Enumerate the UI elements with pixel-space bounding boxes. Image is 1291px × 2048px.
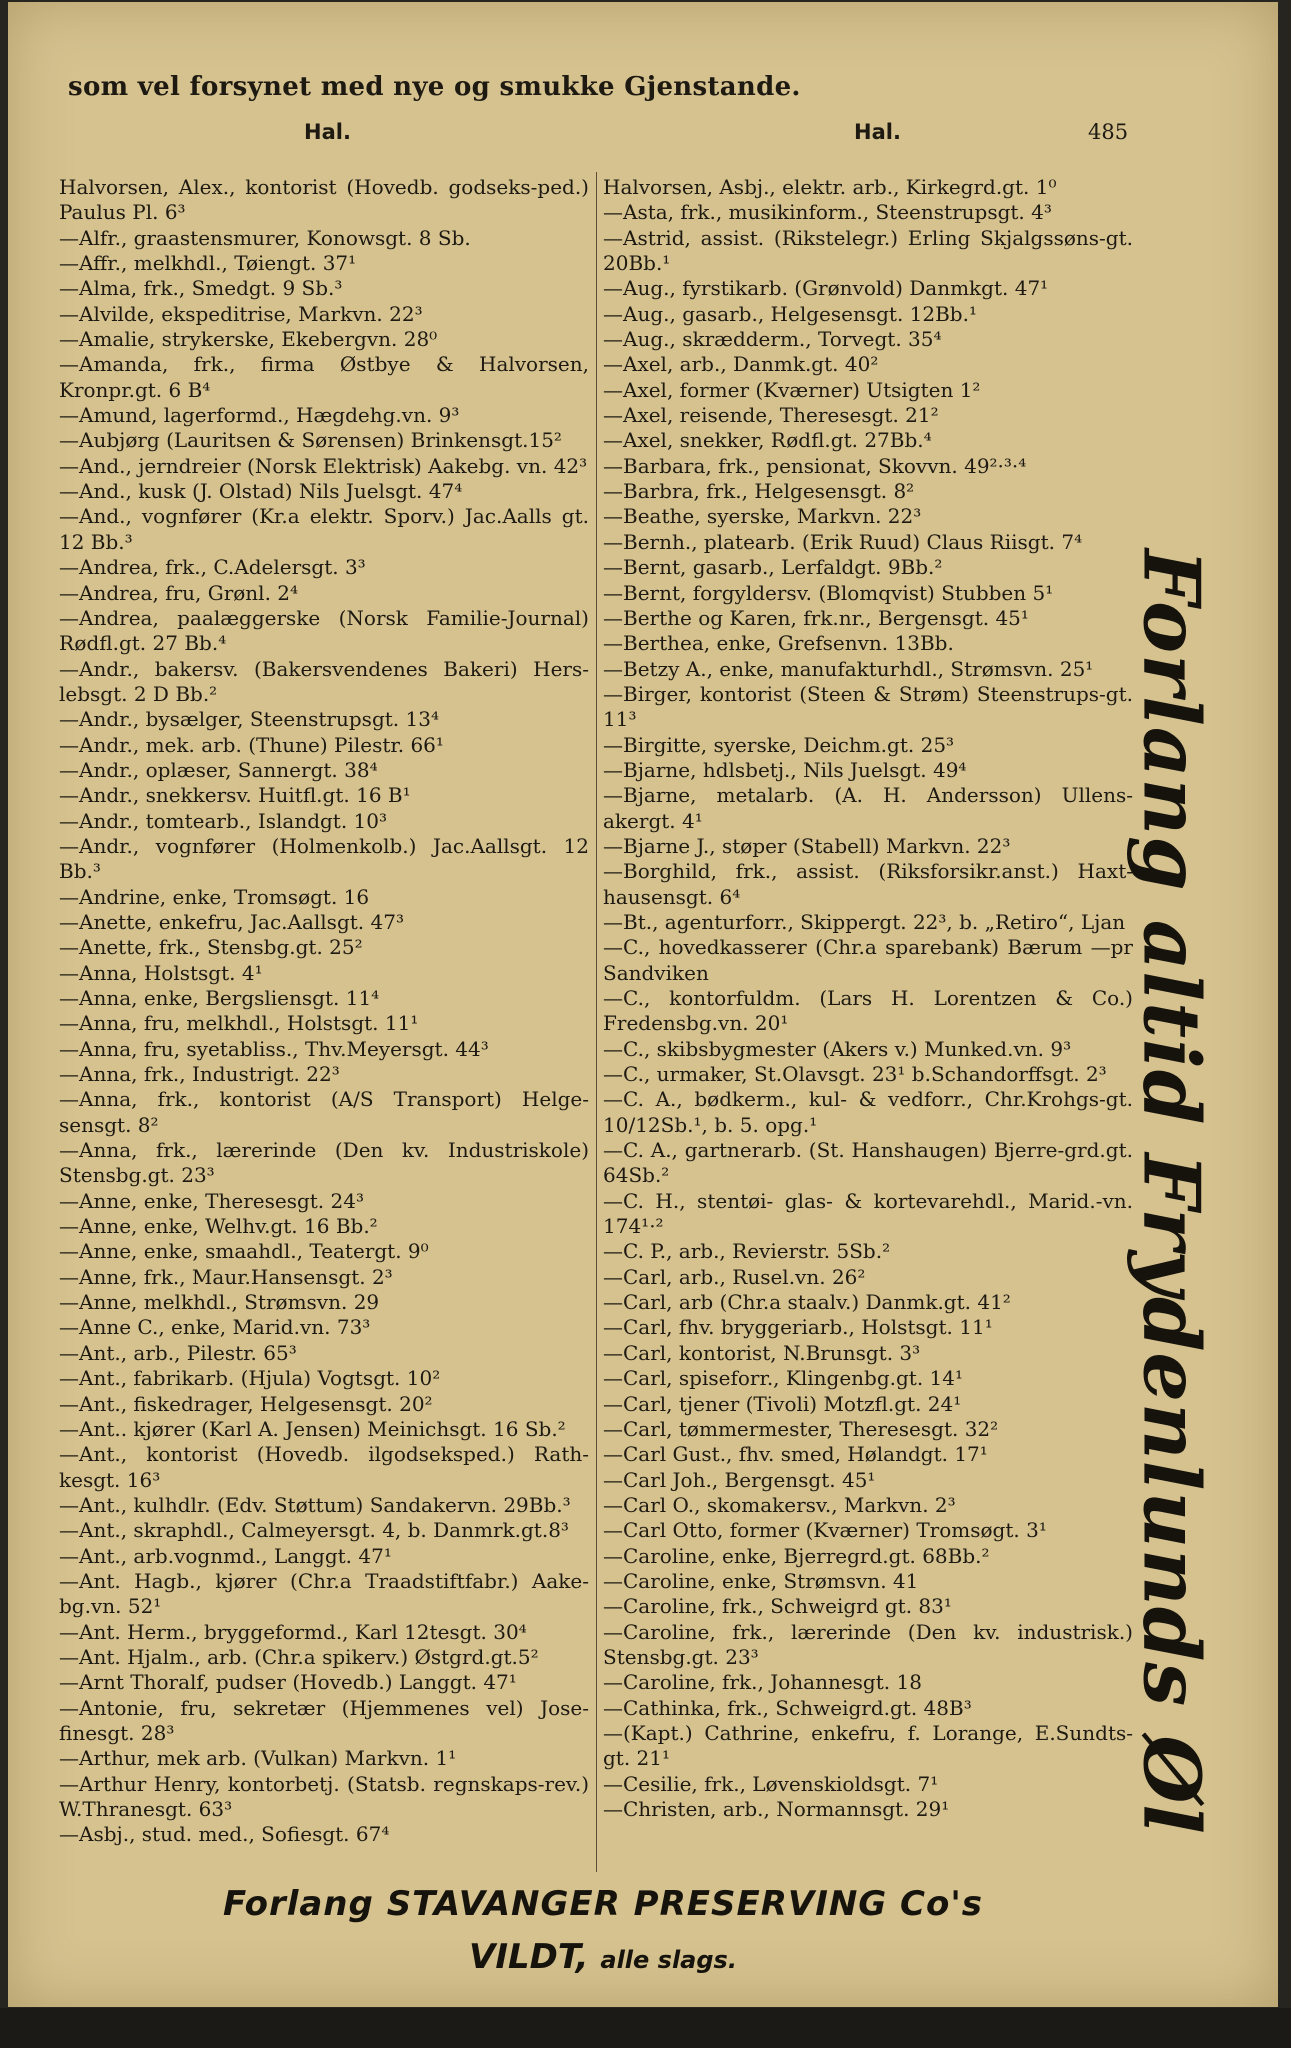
right-column-entries xyxy=(603,175,1133,1822)
directory-entry: —Anna, frk., Industrigt. 22³ xyxy=(59,1062,340,1087)
side-advertisement-text: Forlang altid Frydenlunds Øl xyxy=(1125,549,1217,1835)
directory-entry: —Ant.. kjører (Karl A. Jensen) Meinichsgt. 16 Sb.² xyxy=(59,1416,566,1441)
directory-entry: —Axel, reisende, Theresesgt. 21² xyxy=(603,403,939,428)
directory-entry: —Amanda, frk., firma Østbye & Halvorsen, Kronpr.gt. 6 B⁴ xyxy=(59,352,589,402)
side-advertisement xyxy=(1116,462,1226,1922)
directory-entry: —Carl, kontorist, N.Brunsgt. 3³ xyxy=(603,1340,921,1365)
directory-entry: —Andrea, paalæggerske (Norsk Familie-Journal) Rødfl.gt. 27 Bb.⁴ xyxy=(59,605,589,656)
directory-entry: —Carl Gust., fhv. smed, Hølandgt. 17¹ xyxy=(603,1442,988,1467)
directory-entry: —Antonie, fru, sekretær (Hjemmenes vel) Jose-finesgt. 28³ xyxy=(59,1695,589,1745)
directory-entry: —Andr., snekkersv. Huitfl.gt. 16 B¹ xyxy=(59,783,411,808)
directory-entry: —Carl O., skomakersv., Markvn. 2³ xyxy=(603,1492,956,1517)
directory-page xyxy=(8,2,1278,2007)
directory-entry: —Andrea, frk., C.Adelersgt. 3³ xyxy=(59,555,366,580)
directory-entry: —And., kusk (J. Olstad) Nils Juelsgt. 47⁴ xyxy=(59,479,463,504)
directory-entry: —Andr., tomtearb., Islandgt. 10³ xyxy=(59,808,388,833)
directory-entry: —C. A., gartnerarb. (St. Hanshaugen) Bjerre-grd.gt. 64Sb.² xyxy=(603,1138,1133,1188)
directory-entry: —Andr., bakersv. (Bakersvendenes Bakeri) Hers-lebsgt. 2 D Bb.² xyxy=(59,656,589,706)
directory-entry: —And., vognfører (Kr.a elektr. Sporv.) Jac.Aalls gt. 12 Bb.³ xyxy=(59,504,589,554)
directory-entry: —Anette, enkefru, Jac.Aallsgt. 47³ xyxy=(59,909,404,934)
directory-entry: —Aug., fyrstikarb. (Grønvold) Danmkgt. 47¹ xyxy=(603,276,1049,301)
directory-entry: —Carl Joh., Bergensgt. 45¹ xyxy=(603,1467,876,1492)
directory-entry: —Carl Otto, former (Kværner) Tromsøgt. 3¹ xyxy=(603,1518,1047,1543)
directory-entry: —C. H., stentøi- glas- & kortevarehdl., Marid.-vn. 174¹·² xyxy=(603,1188,1133,1239)
directory-entry: —Andrine, enke, Tromsøgt. 16 xyxy=(59,884,370,909)
directory-entry: —Arthur Henry, kontorbetj. (Statsb. regnskaps-rev.) W.Thranesgt. 63³ xyxy=(59,1771,589,1821)
directory-entry: —Ant. Hjalm., arb. (Chr.a spikerv.) Østgrd.gt.5² xyxy=(59,1644,539,1669)
directory-entry: —Anna, enke, Bergsliensgt. 11⁴ xyxy=(59,986,380,1010)
directory-entry: —Anna, fru, melkhdl., Holstsgt. 11¹ xyxy=(59,1011,419,1036)
directory-entry: —Axel, snekker, Rødfl.gt. 27Bb.⁴ xyxy=(603,428,932,453)
directory-entry: —Carl, tjener (Tivoli) Motzfl.gt. 24¹ xyxy=(603,1391,962,1416)
directory-entry: —Borghild, frk., assist. (Riksforsikr.anst.) Haxt-hausensgt. 6⁴ xyxy=(603,859,1133,909)
directory-entry: —Bjarne, hdlsbetj., Nils Juelsgt. 49⁴ xyxy=(603,757,967,782)
directory-entry: —Birgitte, syerske, Deichm.gt. 25³ xyxy=(603,732,955,757)
directory-entry: —Berthe og Karen, frk.nr., Bergensgt. 45¹ xyxy=(603,605,1029,630)
directory-entry: —Aug., gasarb., Helgesensgt. 12Bb.¹ xyxy=(603,301,977,326)
directory-entry: —C. P., arb., Revierstr. 5Sb.² xyxy=(603,1239,891,1264)
directory-entry: —Ant., kontorist (Hovedb. ilgodseksped.) Rath-kesgt. 16³ xyxy=(59,1442,589,1492)
directory-entry: —Arnt Thoralf, pudser (Hovedb.) Langgt. 47¹ xyxy=(59,1670,517,1695)
directory-entry: —Ant., arb., Pilestr. 65³ xyxy=(59,1340,297,1365)
directory-entry: —Andr., vognfører (Holmenkolb.) Jac.Aallsgt. 12 Bb.³ xyxy=(59,833,589,884)
directory-entry: —Bernt, gasarb., Lerfaldgt. 9Bb.² xyxy=(603,555,943,580)
directory-entry: —Barbra, frk., Helgesensgt. 8² xyxy=(603,479,915,504)
directory-entry: —Ant. Herm., bryggeformd., Karl 12tesgt. 30⁴ xyxy=(59,1619,527,1644)
directory-entry: —Beathe, syerske, Markvn. 22³ xyxy=(603,504,922,529)
directory-entry: —Aubjørg (Lauritsen & Sørensen) Brinkensgt.15² xyxy=(59,428,562,453)
directory-entry: —Ant. Hagb., kjører (Chr.a Traadstiftfabr.) Aake-bg.vn. 52¹ xyxy=(59,1568,589,1619)
directory-entry: —Bernt, forgyldersv. (Blomqvist) Stubben 5¹ xyxy=(603,580,1054,605)
directory-entry: —Caroline, enke, Strømsvn. 41 xyxy=(603,1568,919,1593)
directory-entry: —Aug., skrædderm., Torvegt. 35⁴ xyxy=(603,327,942,352)
directory-entry: —Alvilde, ekspeditrise, Markvn. 22³ xyxy=(59,301,423,326)
directory-entry: —Caroline, frk., lærerinde (Den kv. industrisk.) Stensbg.gt. 23³ xyxy=(603,1619,1133,1669)
directory-entry: —Cesilie, frk., Løvenskioldsgt. 7¹ xyxy=(603,1771,939,1796)
column-divider xyxy=(596,172,597,1872)
directory-entry: —Anne, enke, smaahdl., Teatergt. 9⁰ xyxy=(59,1239,429,1264)
directory-entry: —Carl, fhv. bryggeriarb., Holstsgt. 11¹ xyxy=(603,1315,993,1340)
bottom-advertisement-line2 xyxy=(8,1937,1198,1977)
directory-entry: —Andrea, fru, Grønl. 2⁴ xyxy=(59,580,299,605)
directory-entry: —Carl, spiseforr., Klingenbg.gt. 14¹ xyxy=(603,1366,964,1391)
directory-entry: —Asta, frk., musikinform., Steenstrupsgt. 4³ xyxy=(603,200,1052,225)
directory-entry: —Barbara, frk., pensionat, Skovvn. 49²·³·⁴ xyxy=(603,453,1027,478)
directory-entry: —Affr., melkhdl., Tøiengt. 37¹ xyxy=(59,251,357,276)
directory-entry: —Astrid, assist. (Rikstelegr.) Erling Skjalgssøns-gt. 20Bb.¹ xyxy=(603,225,1133,276)
top-continuation-line: som vel forsynet med nye og smukke Gjenstande. xyxy=(68,72,801,102)
directory-entry: —Anna, frk., lærerinde (Den kv. Industriskole) Stensbg.gt. 23³ xyxy=(59,1138,589,1188)
directory-entry: —Anne, melkhdl., Strømsvn. 29 xyxy=(59,1290,380,1315)
directory-entry: —Ant., arb.vognmd., Langgt. 47¹ xyxy=(59,1543,392,1568)
directory-entry: —Carl, arb., Rusel.vn. 26² xyxy=(603,1264,866,1289)
bottom-advertisement-line1: Forlang STAVANGER PRESERVING Co's xyxy=(223,1884,983,1924)
left-column-heading: Hal. xyxy=(304,120,351,144)
directory-entry: —Amalie, strykerske, Ekebergvn. 28⁰ xyxy=(59,327,438,352)
directory-entry: —Christen, arb., Normannsgt. 29¹ xyxy=(603,1797,950,1821)
directory-entry: —C., urmaker, St.Olavsgt. 23¹ b.Schandorffsgt. 2³ xyxy=(603,1062,1107,1087)
directory-entry: —Carl, tømmermester, Theresesgt. 32² xyxy=(603,1416,999,1441)
directory-entry: —Asbj., stud. med., Sofiesgt. 67⁴ xyxy=(59,1822,390,1847)
directory-entry: —Caroline, frk., Johannesgt. 18 xyxy=(603,1670,922,1695)
directory-entry: Halvorsen, Alex., kontorist (Hovedb. godseks-ped.) Paulus Pl. 6³ xyxy=(59,175,589,225)
directory-entry: —Axel, former (Kværner) Utsigten 1² xyxy=(603,377,981,402)
directory-entry: —Cathinka, frk., Schweigrd.gt. 48B³ xyxy=(603,1695,972,1720)
directory-entry: —Anne, frk., Maur.Hansensgt. 2³ xyxy=(59,1264,393,1289)
directory-entry: —And., jerndreier (Norsk Elektrisk) Aakebg. vn. 42³ xyxy=(59,453,588,478)
directory-entry: —Anna, Holstsgt. 4¹ xyxy=(59,960,263,985)
bottom-advertisement-main: VILDT, xyxy=(469,1937,589,1977)
directory-entry: —C., skibsbygmester (Akers v.) Munked.vn. 9³ xyxy=(603,1036,1072,1061)
directory-entry: —Anne, enke, Theresesgt. 24³ xyxy=(59,1188,364,1213)
directory-entry: —Ant., fabrikarb. (Hjula) Vogtsgt. 10² xyxy=(59,1366,441,1391)
directory-entry: —Andr., mek. arb. (Thune) Pilestr. 66¹ xyxy=(59,732,444,757)
directory-entry: —Alfr., graastensmurer, Konowsgt. 8 Sb. xyxy=(59,225,471,250)
directory-entry: Halvorsen, Asbj., elektr. arb., Kirkegrd.gt. 1⁰ xyxy=(603,175,1057,199)
directory-entry: —Ant., skraphdl., Calmeyersgt. 4, b. Danmrk.gt.8³ xyxy=(59,1518,569,1543)
directory-entry: —C. A., bødkerm., kul- & vedforr., Chr.Krohgs-gt. 10/12Sb.¹, b. 5. opg.¹ xyxy=(603,1087,1133,1137)
directory-entry: —Berthea, enke, Grefsenvn. 13Bb. xyxy=(603,631,954,656)
directory-entry: —Alma, frk., Smedgt. 9 Sb.³ xyxy=(59,276,343,301)
directory-entry: —Arthur, mek arb. (Vulkan) Markvn. 1¹ xyxy=(59,1746,457,1771)
directory-entry: —Bernh., platearb. (Erik Ruud) Claus Riisgt. 7⁴ xyxy=(603,529,1083,554)
right-column-heading: Hal. xyxy=(854,120,901,144)
bottom-advertisement-small: alle slags. xyxy=(600,1946,737,1974)
directory-entry: —Andr., oplæser, Sannergt. 38⁴ xyxy=(59,757,378,782)
directory-entry: —Carl, arb (Chr.a staalv.) Danmk.gt. 41² xyxy=(603,1290,1011,1315)
directory-entry: —Anne C., enke, Marid.vn. 73³ xyxy=(59,1315,371,1340)
left-column-entries xyxy=(59,175,589,1848)
directory-entry: —Betzy A., enke, manufakturhdl., Strømsvn. 25¹ xyxy=(603,656,1094,681)
directory-entry: —Anne, enke, Welhv.gt. 16 Bb.² xyxy=(59,1214,378,1239)
directory-entry: —Bt., agenturforr., Skippergt. 22³, b. „Retiro“, Ljan xyxy=(603,909,1126,934)
directory-entry: —C., kontorfuldm. (Lars H. Lorentzen & Co.) Fredensbg.vn. 20¹ xyxy=(603,986,1133,1036)
directory-entry: —Birger, kontorist (Steen & Strøm) Steenstrups-gt. 11³ xyxy=(603,681,1133,732)
directory-entry: —Anette, frk., Stensbg.gt. 25² xyxy=(59,935,363,960)
directory-entry: —Ant., kulhdlr. (Edv. Støttum) Sandakervn. 29Bb.³ xyxy=(59,1492,571,1517)
directory-entry: —Bjarne, metalarb. (A. H. Andersson) Ullens-akergt. 4¹ xyxy=(603,783,1133,833)
directory-entry: —Amund, lagerformd., Hægdehg.vn. 9³ xyxy=(59,403,460,428)
scan-bottom-band xyxy=(0,2008,1291,2048)
directory-entry: —C., hovedkasserer (Chr.a sparebank) Bærum —pr Sandviken xyxy=(603,935,1133,985)
page-number: 485 xyxy=(1088,120,1129,144)
directory-entry: —Andr., bysælger, Steenstrupsgt. 13⁴ xyxy=(59,707,439,732)
directory-entry: —Caroline, frk., Schweigrd gt. 83¹ xyxy=(603,1594,952,1619)
directory-entry: —Axel, arb., Danmk.gt. 40² xyxy=(603,352,879,377)
directory-entry: —Anna, frk., kontorist (A/S Transport) Helge-sensgt. 8² xyxy=(59,1087,589,1137)
directory-entry: —(Kapt.) Cathrine, enkefru, f. Lorange, E.Sundts-gt. 21¹ xyxy=(603,1720,1133,1771)
directory-entry: —Caroline, enke, Bjerregrd.gt. 68Bb.² xyxy=(603,1543,990,1568)
directory-entry: —Bjarne J., støper (Stabell) Markvn. 22³ xyxy=(603,833,1011,858)
directory-entry: —Ant., fiskedrager, Helgesensgt. 20² xyxy=(59,1391,433,1416)
directory-entry: —Anna, fru, syetabliss., Thv.Meyersgt. 44³ xyxy=(59,1036,489,1061)
